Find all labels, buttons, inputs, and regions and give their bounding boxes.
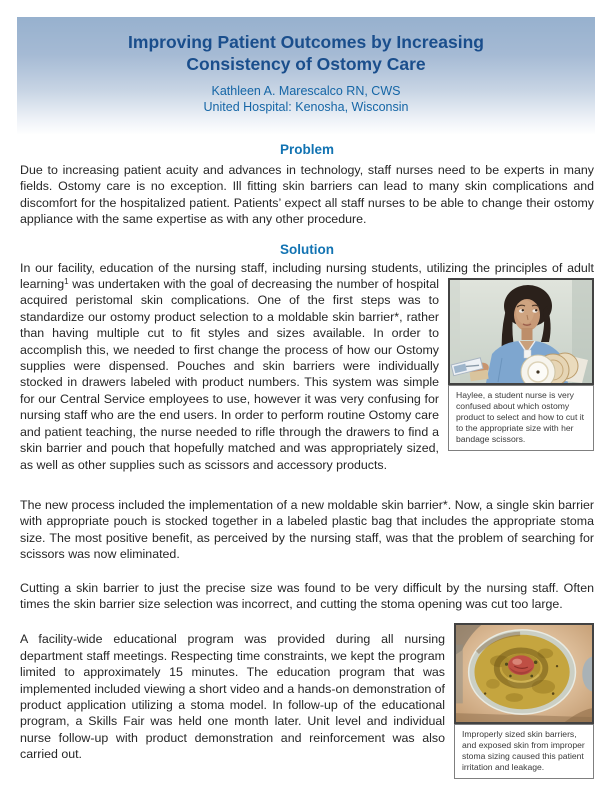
solution-paragraph-4 xyxy=(20,631,594,773)
nurse-photo-caption: Haylee, a student nurse is very confused about which ostomy product to select and how to cut it to the appropriate size with her bandage scissors. xyxy=(448,385,594,451)
byline xyxy=(17,83,595,115)
solution-paragraph-1 xyxy=(20,260,594,473)
author-affiliation: United Hospital: Kenosha, Wisconsin xyxy=(203,100,409,114)
nurse-photo xyxy=(448,278,594,385)
figure-peristomal-skin xyxy=(454,623,594,779)
poster-content xyxy=(20,142,594,773)
author-name: Kathleen A. Marescalco RN, CWS xyxy=(211,84,401,98)
solution-paragraph-2: The new process included the implementation of a new moldable skin barrier*. Now, a single skin barrier with appropriate pouch is stocked together in a labeled plastic bag that includes the appropriate stoma size. The most positive benefit, as perceived by the nursing staff, was that the problem of searching for scissors was now eliminated. xyxy=(20,497,594,562)
solution-text-after-footnote: was undertaken with the goal of decreasing the number of hospital acquired peristomal skin complications. One of the first steps was to standardize our ostomy product selection to a moldable skin barrier*, rather than having multiple cut to fit styles and sizes available. In order to accomplish this, we needed to first change the process of how our Ostomy supplies were dispensed. Pouches and skin barriers were individually stocked in drawers labeled with product numbers. This system was simple for our Central Service employees to use, however it was very confusing for nursing staff who are the end users. In order to perform routine Ostomy care and patient teaching, the nurse needed to rifle through the drawers to find a skin barrier and pouch that hopefully matched and was appropriately sized, as well as other supplies such as scissors and accessory products. xyxy=(20,277,439,472)
solution-paragraph-3: Cutting a skin barrier to just the precise size was found to be very difficult by the nursing staff. Often times the skin barrier size selection was incorrect, and cutting the stoma opening was cut too large. xyxy=(20,580,594,611)
solution-text-before-footnote: In our facility, education of the nursing staff, including nursing students, utilizing the principles of adult learning xyxy=(20,260,594,292)
problem-heading: Problem xyxy=(279,142,334,157)
solution-heading: Solution xyxy=(280,241,334,257)
stoma-photo xyxy=(454,623,594,724)
page-title-line1: Improving Patient Outcomes by Increasing xyxy=(128,32,484,52)
figure-student-nurse xyxy=(448,260,594,451)
nurse-photo-illustration xyxy=(450,280,592,383)
footnote-marker: 1 xyxy=(64,277,69,287)
stoma-photo-illustration xyxy=(456,625,592,722)
page-title-line2: Consistency of Ostomy Care xyxy=(186,54,426,74)
solution-paragraph-4-text: A facility-wide educational program was provided during all nursing department staff meetings. Respecting time constraints, we kept the program limited to approximately 15 minutes. The education program that was implemented included viewing a short video and a hands-on demonstration of product application utilizing a stoma model. In follow-up of the educational program, a Skills Fair was held one month later. Unit level and individual nurse follow-up with product demonstration and reinforcement was also carried out. xyxy=(20,632,445,762)
problem-paragraph: Due to increasing patient acuity and advances in technology, staff nurses need to be experts in many fields. Ostomy care is no exception. Ill fitting skin barriers can lead to many skin complications and discomfort for the hospitalized patient. Patients’ expect all staff nurses to be able to change their ostomy appliance with the same expertise as with any other procedure. xyxy=(20,163,594,227)
page-title xyxy=(17,17,595,75)
stoma-photo-caption: Improperly sized skin barriers, and exposed skin from improper stoma sizing caused this patient irritation and leakage. xyxy=(454,724,594,779)
header-band xyxy=(17,17,595,135)
